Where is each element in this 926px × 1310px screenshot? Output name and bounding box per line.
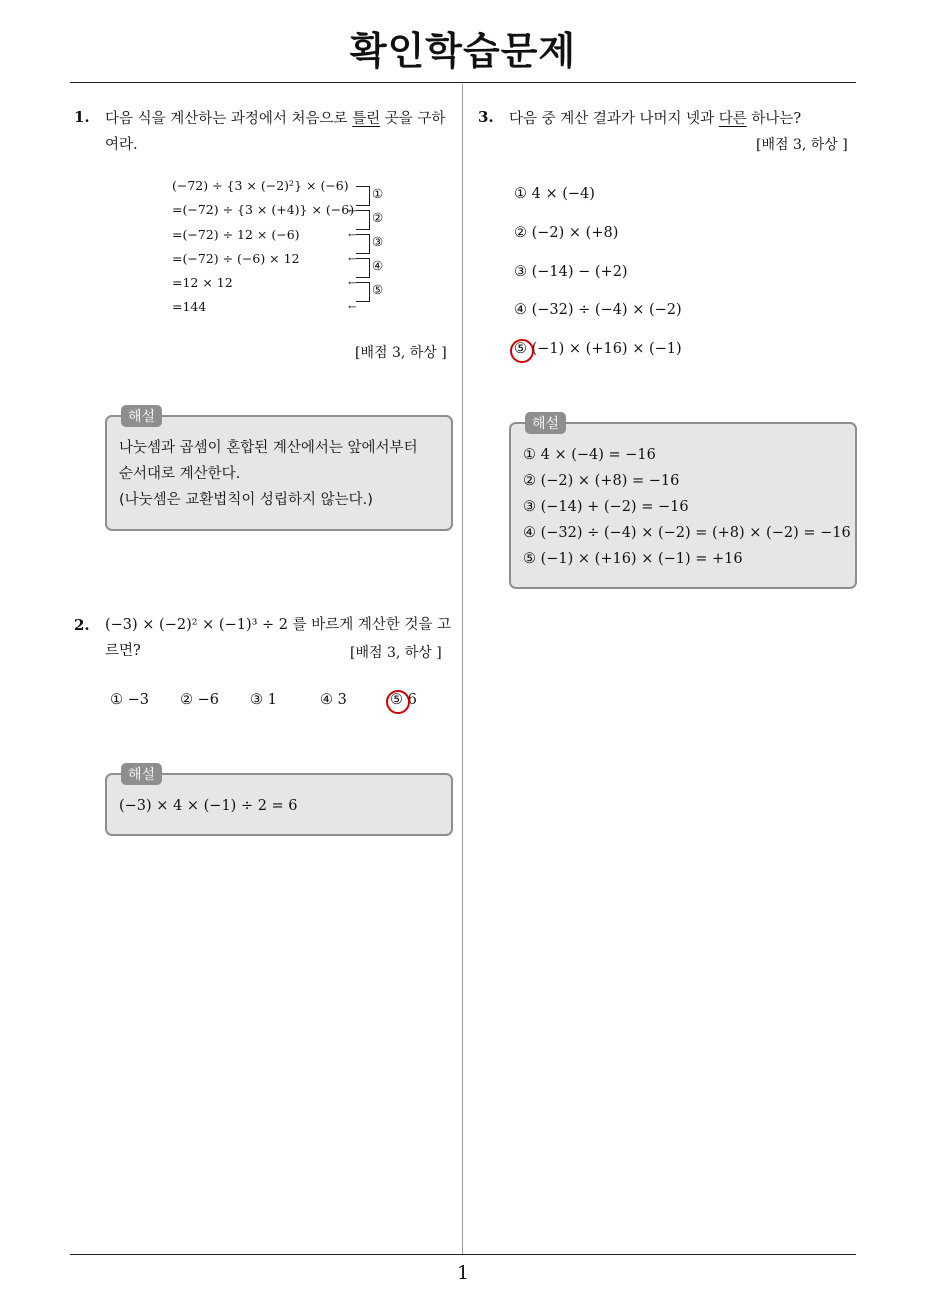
q1-step: =(−72) ÷ (−6) × 12 (172, 250, 300, 266)
solution-line: ④ (−32) ÷ (−4) × (−2) = (+8) × (−2) = −16 (523, 525, 851, 541)
q2-choice-4[interactable]: ④ 3 (320, 692, 347, 708)
step-marker-2: ② (372, 210, 384, 225)
q3-text: 다음 중 계산 결과가 나머지 넷과 다른 하나는? (509, 111, 802, 127)
solution-line: ② (−2) × (+8) = −16 (523, 473, 680, 489)
header-rule (70, 82, 856, 83)
q2-choice-3[interactable]: ③ 1 (250, 692, 277, 708)
q2-text: (−3) × (−2)² × (−1)³ ÷ 2 를 바르게 계산한 것을 고르면? (105, 617, 452, 659)
q1-step: =144 (172, 299, 207, 315)
q1-step: =(−72) ÷ {3 × (+4)} × (−6) (172, 202, 355, 218)
step-bracket (356, 186, 370, 206)
page-number: 1 (456, 1262, 470, 1284)
q1-score: [배점 3, 하상 ] (355, 345, 447, 361)
solution-line: ① 4 × (−4) = −16 (523, 447, 656, 463)
step-bracket (356, 258, 370, 278)
q1-number: 1. (74, 108, 90, 126)
q3-score: [배점 3, 하상 ] (756, 137, 848, 153)
solution-label: 해설 (121, 763, 162, 785)
solution-line: ⑤ (−1) × (+16) × (−1) = +16 (523, 551, 743, 567)
solution-label: 해설 (525, 412, 566, 434)
q1-step-markers (348, 178, 408, 318)
step-bracket (356, 234, 370, 254)
step-marker-3: ③ (372, 234, 384, 249)
q2-score: [배점 3, 하상 ] (350, 645, 442, 661)
q2-choice-1[interactable]: ① −3 (110, 692, 149, 708)
q3-choice-5[interactable]: ⑤ (−1) × (+16) × (−1) (514, 341, 682, 357)
q1-solution-box (105, 409, 453, 531)
q3-solution-box (509, 416, 857, 589)
footer-rule (70, 1254, 856, 1255)
q1-step: (−72) ÷ {3 × (−2)²} × (−6) (172, 178, 349, 193)
column-divider (462, 84, 463, 1254)
solution-line: ③ (−14) + (−2) = −16 (523, 499, 689, 515)
q3-answer-circle (510, 339, 534, 363)
solution-line: (나눗셈은 교환법칙이 성립하지 않는다.) (119, 492, 373, 508)
q2-number: 2. (74, 616, 90, 634)
q1-text: 다음 식을 계산하는 과정에서 처음으로 틀린 곳을 구하여라. (105, 111, 446, 153)
q1-underlined-word: 틀린 (352, 111, 381, 127)
q2-choice-2[interactable]: ② −6 (180, 692, 219, 708)
q3-underlined-word: 다른 (718, 111, 747, 127)
solution-line: 나눗셈과 곱셈이 혼합된 계산에서는 앞에서부터 (119, 440, 418, 456)
q1-step: =12 × 12 (172, 275, 233, 291)
step-marker-5: ⑤ (372, 282, 384, 297)
q3-choice-1[interactable]: ① 4 × (−4) (514, 186, 595, 202)
page-title: 확인학습문제 (349, 29, 577, 73)
q2-choice-5[interactable]: ⑤ 6 (390, 692, 417, 708)
q2-answer-circle (386, 690, 410, 714)
q3-choice-3[interactable]: ③ (−14) − (+2) (514, 264, 628, 280)
q1-calculation-steps (172, 174, 354, 320)
solution-line: 순서대로 계산한다. (119, 466, 241, 482)
step-bracket (356, 210, 370, 230)
step-marker-4: ④ (372, 258, 384, 273)
step-bracket (356, 282, 370, 302)
solution-line: (−3) × 4 × (−1) ÷ 2 = 6 (119, 798, 298, 814)
step-marker-1: ① (372, 186, 384, 201)
q2-solution-box (105, 767, 453, 836)
q3-choice-4[interactable]: ④ (−32) ÷ (−4) × (−2) (514, 302, 682, 318)
solution-label: 해설 (121, 405, 162, 427)
q1-step: =(−72) ÷ 12 × (−6) (172, 226, 300, 242)
q3-number: 3. (478, 108, 494, 126)
q3-choice-2[interactable]: ② (−2) × (+8) (514, 225, 619, 241)
